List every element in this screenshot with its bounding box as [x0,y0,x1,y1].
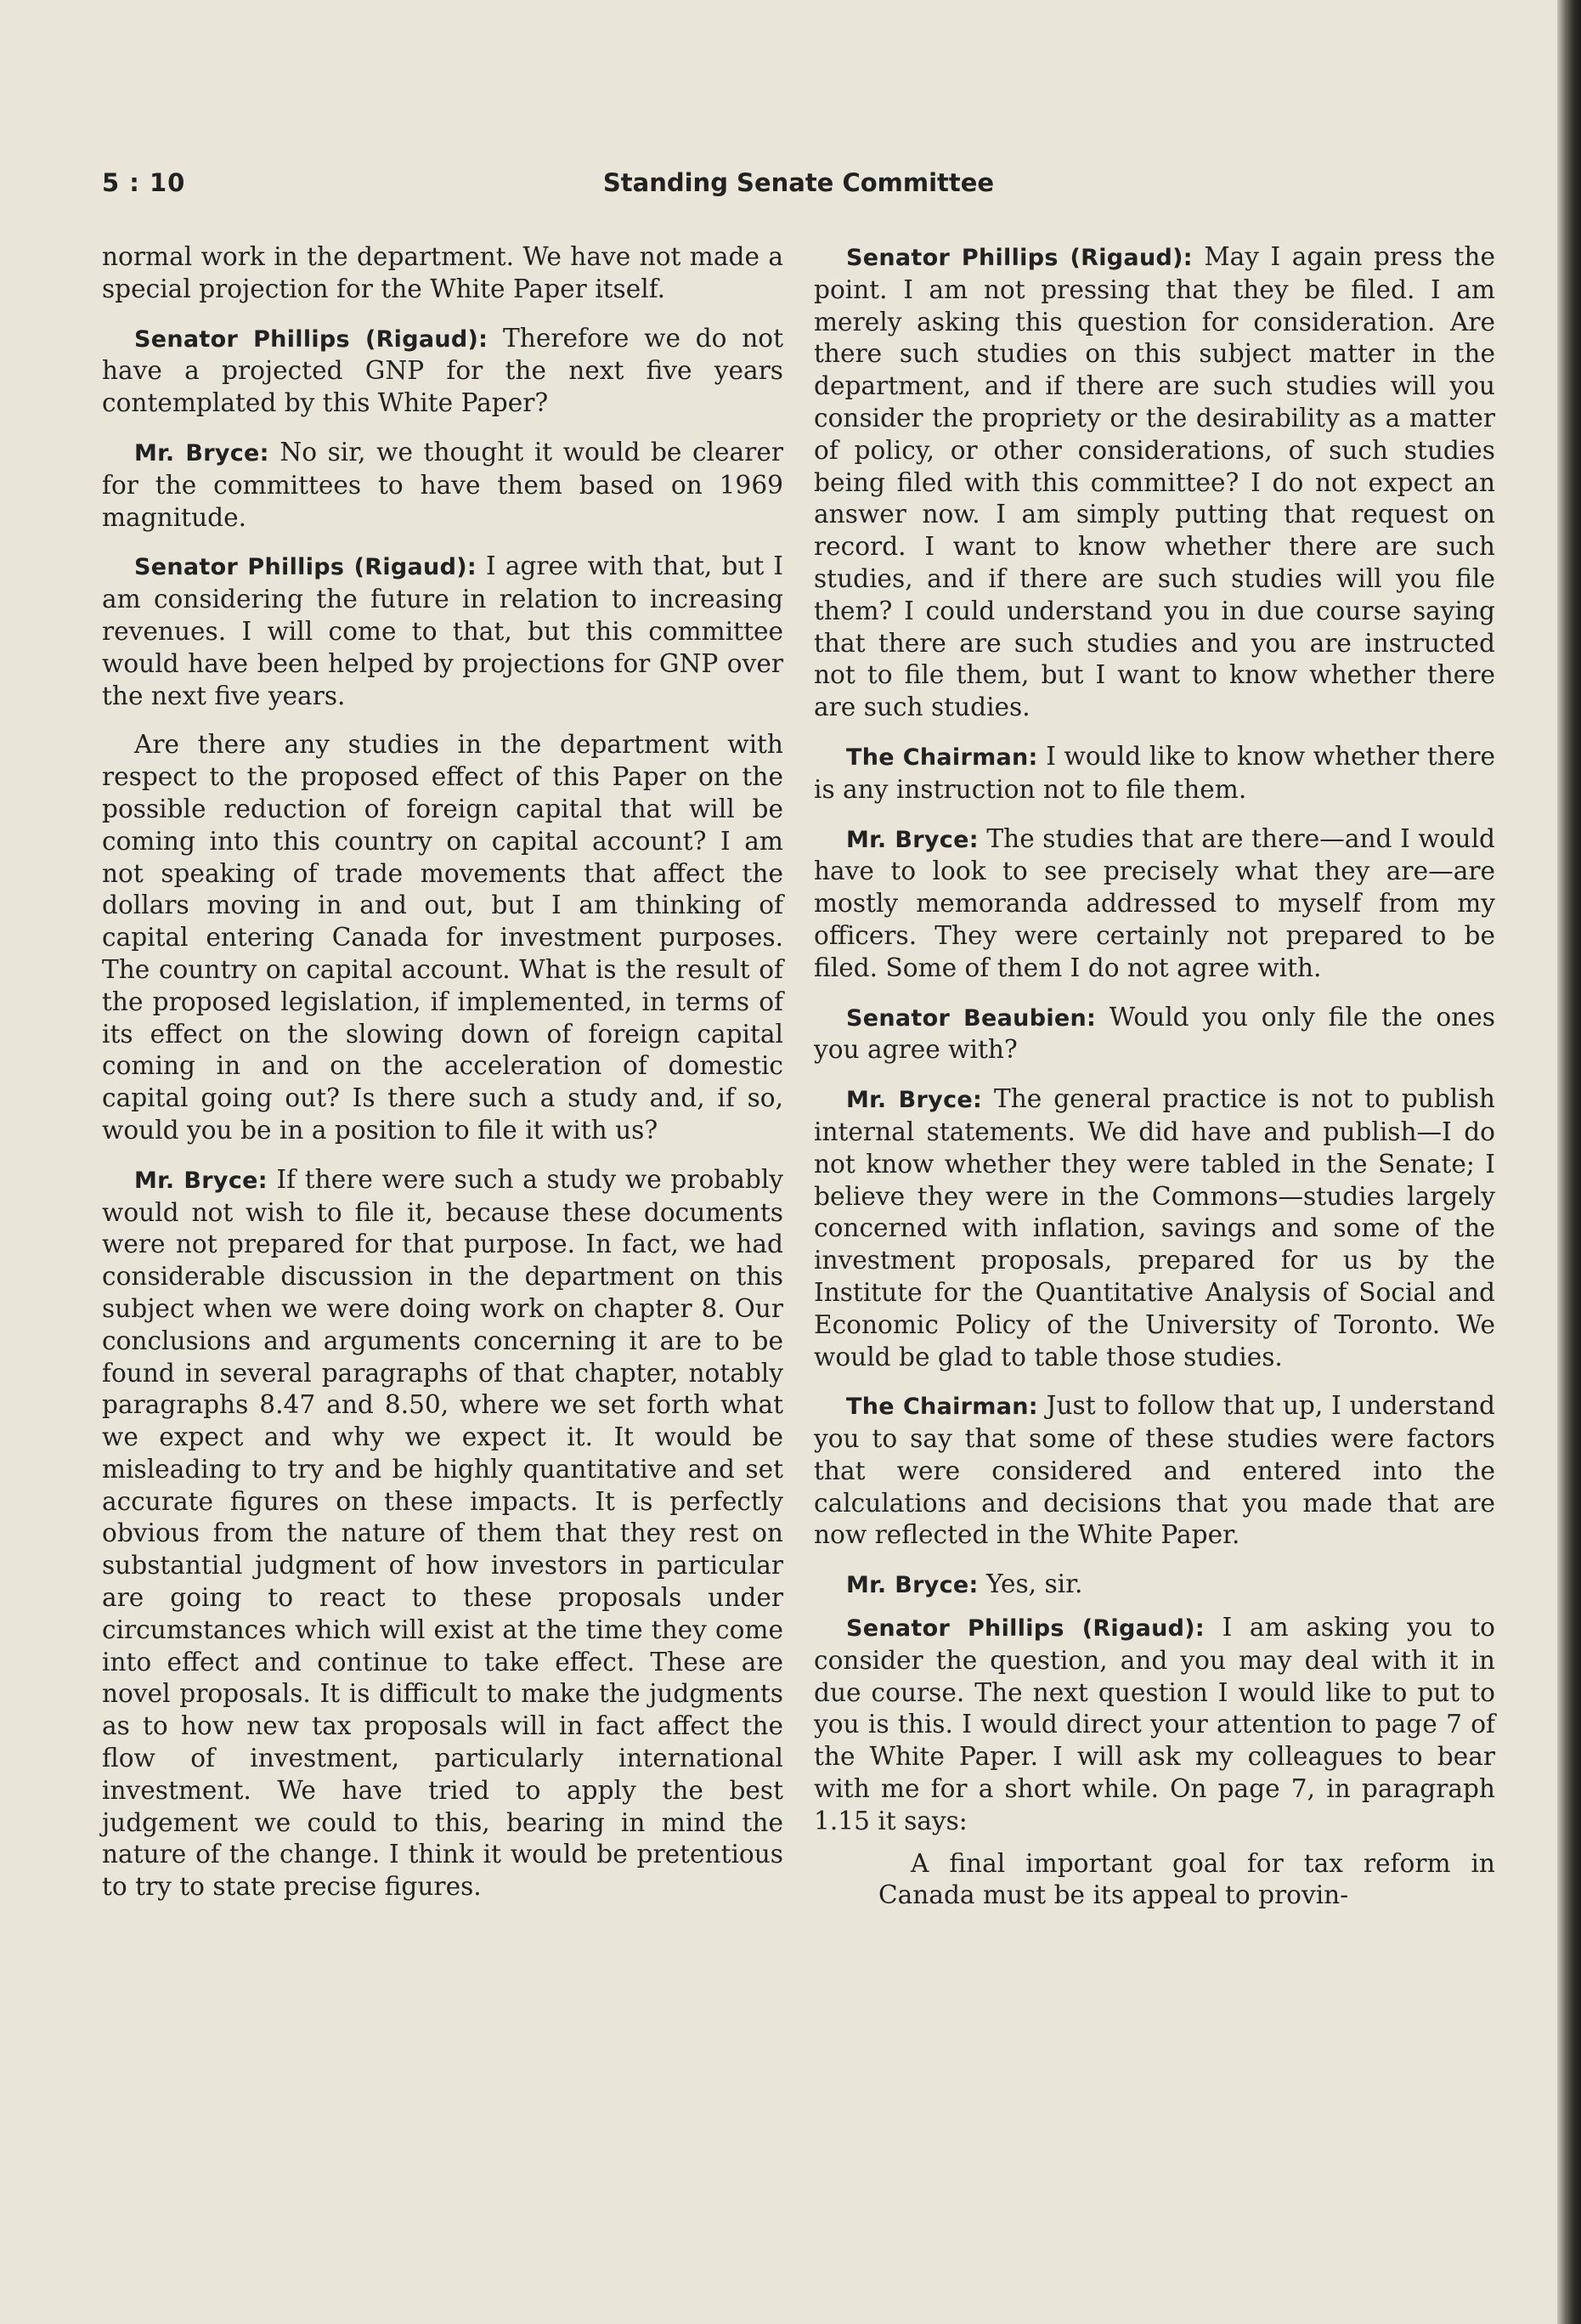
speaker-name: The Chairman: [846,744,1038,771]
speaker-name: Mr. Bryce: [846,826,979,853]
paragraph [814,1083,1495,1373]
speaker-name: Mr. Bryce: [846,1572,979,1599]
speech-text: The studies that are there—and I would have to look to see precisely what they are—are mostly memoranda addressed to myself from my officers. They were certainly not prepared to be filed. Some of them I do not agree with. [814,823,1495,982]
speech-text: No sir, we thought it would be clearer for the committees to have them based on 1969 magnitude. [102,437,783,532]
paragraph [814,1390,1495,1552]
page-number: 5 : 10 [102,168,186,197]
block-quote: A final important goal for tax reform in Canada must be its appeal to provin- [878,1848,1495,1910]
speaker-name: Senator Phillips (Rigaud): [134,325,488,353]
paragraph [102,1164,783,1903]
speaker-name: Senator Phillips (Rigaud): [134,554,477,581]
speaker-name: The Chairman: [846,1394,1038,1421]
paragraph [814,241,1495,724]
paragraph [814,1002,1495,1067]
book-spine-shadow [1557,0,1581,2324]
paragraph [102,551,783,712]
speech-text: If there were such a study we probably would not wish to file it, because these documents were not prepared for that purpose. In fact, we had considerable discussion in the department on this subject when we were doing work on chapter 8. Our conclusions and arguments concerning it are to be found in several paragraphs of that chapter, notably paragraphs 8.47 and 8.50, where we set forth what we expect and why we expect it. It would be misleading to try and be highly quantitative and set accurate figures on these impacts. It is perfectly obvious from the nature of them that they rest on substantial judgment of how investors in particular are going to react to these proposals under circumstances which will exist at the time they come into effect and continue to take effect. These are novel proposals. It is difficult to make the judgments as to how new tax proposals will in fact affect the flow of investment, particularly international investment. We have tried to apply the best judgement we could to this, bearing in mind the nature of the change. I think it would be pretentious to try to state precise figures. [102,1164,783,1902]
speech-text: The general practice is not to publish internal statements. We did have and publish—I do not know whether they were tabled in the Senate; I believe they were in the Commons—studies largely concerned with inflation, savings and some of the investment proposals, prepared for us by the Institute for the Quantitative Analysis of Social and Economic Policy of the University of Toronto. We would be glad to table those studies. [814,1084,1495,1371]
paragraph: Are there any studies in the department with respect to the proposed effect of this Paper on the possible reduction of foreign capital that will be coming into this country on capital account? I am not speaking of trade movements that affect the dollars moving in and out, but I am thinking of capital entering Canada for investment purposes. The country on capital account. What is the result of the proposed legislation, if implemented, in terms of its effect on the slowing down of foreign capital coming in and on the acceleration of domestic capital going out? Is there such a study and, if so, would you be in a position to file it with us? [102,730,783,1145]
speech-text: I am asking you to consider the question, and you may deal with it in due course. The next question I would like to put to you is this. I would direct your attention to page 7 of the White Paper. I will ask my colleagues to bear with me for a short while. On page 7, in paragraph 1.15 it says: [814,1613,1496,1835]
speaker-name: Senator Phillips (Rigaud): [846,245,1193,271]
speaker-name: Senator Phillips (Rigaud): [846,1615,1206,1643]
paragraph [102,323,783,420]
speech-text: Therefore we do not have a projected GNP for the next five years contemplated by this White Paper? [102,323,783,418]
speech-text: Yes, sir. [978,1569,1083,1599]
paragraph [814,1612,1495,1838]
speaker-name: Senator Beaubien: [846,1004,1097,1032]
left-column [102,241,783,1920]
speech-text: May I again press the point. I am not pressing that they be filed. I am merely asking this question for consideration. Are there such studies on this subject matter in the department, and if there are such studies will you consider the propriety or the desirability as a matter of policy, or other considerations, of such studies being filed with this committee? I do not expect an answer now. I am simply putting that request on record. I want to know whether there are such studies, and if there are such studies will you file them? I could understand you in due course saying that there are such studies and you are instructed not to file them, but I want to know whether there are such studies. [814,242,1495,722]
speech-text: Would you only file the ones you agree with? [814,1002,1495,1065]
speaker-name: Mr. Bryce: [134,439,269,466]
page-header [102,168,1495,207]
paragraph [814,823,1495,985]
speaker-name: Mr. Bryce: [134,1167,268,1194]
paragraph [102,437,783,534]
speech-text: I agree with that, but I am considering the future in relation to increasing revenues. I will come to that, but this committee would have been helped by projections for GNP over the next five years. [102,551,783,710]
speech-text: Just to follow that up, I understand you to say that some of these studies were factors that were considered and entered into the calculations and decisions that you made that are now reflected in the White Paper. [814,1391,1495,1550]
paragraph: normal work in the department. We have not made a special projection for the White Paper itself. [102,242,783,303]
speaker-name: Mr. Bryce: [846,1087,983,1114]
right-column [814,241,1495,1912]
paragraph [814,1569,1495,1602]
running-head: Standing Senate Committee [602,168,995,197]
speech-text: I would like to know whether there is any instruction not to file them. [814,741,1495,804]
paragraph [814,741,1495,806]
